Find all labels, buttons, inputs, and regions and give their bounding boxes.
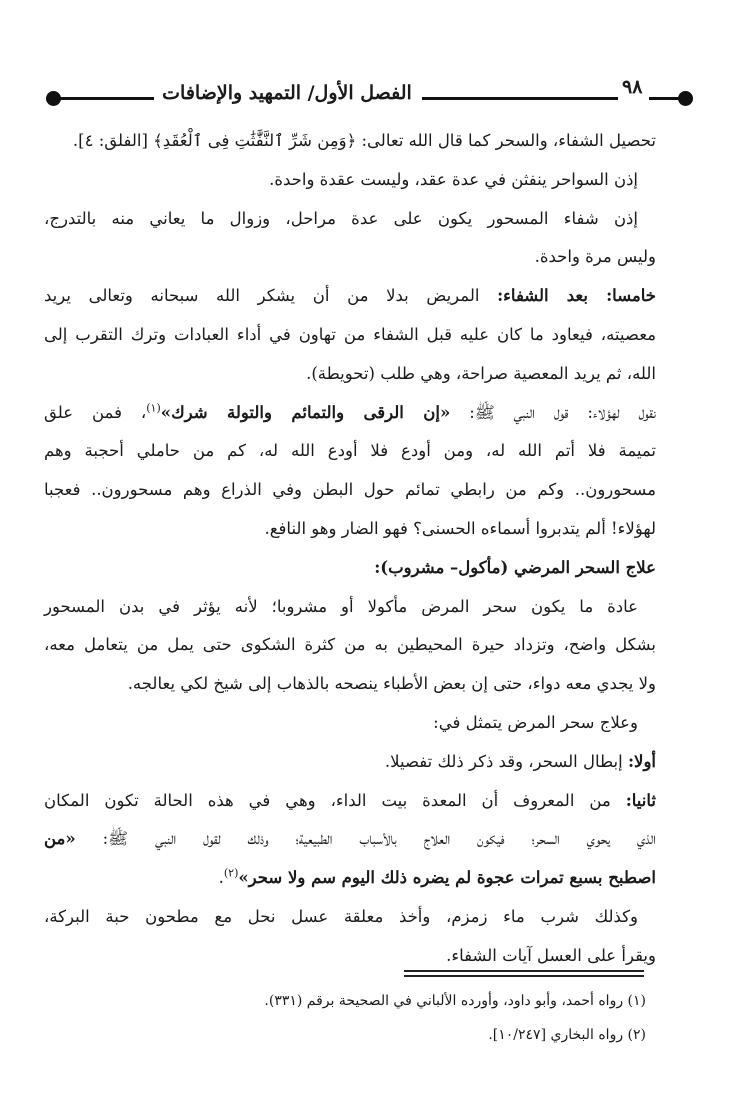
text-run: إبطال السحر، وقد ذكر ذلك تفصيلا.	[384, 751, 628, 771]
text-line: عادة ما يكون سحر المرض مأكولا أو مشروبا؛ لأنه يؤثر في بدن المسحور	[44, 596, 638, 616]
hadith-quote: اصطبح بسبع تمرات عجوة لم يضره ذلك اليوم سم ولا سحر»	[238, 868, 656, 888]
text-run: الذي يحوي السحر؛ فيكون العلاج بالأسباب الطبيعية؛ وذلك لقول النبي ﷺ:	[75, 829, 656, 849]
footnote-ref: (٢)	[223, 866, 239, 880]
list-label: أولا:	[627, 751, 656, 771]
page-header	[44, 78, 656, 114]
header-rule-right	[649, 97, 679, 100]
text-run: نقول لهؤلاء: قول النبي ﷺ:	[450, 402, 656, 422]
text-run: .	[218, 868, 224, 888]
quran-verse: ﴿وَمِن شَرِّ ٱلنَّفَّٰثَٰتِ فِى ٱلْعُقَدِ﴾	[153, 131, 357, 150]
text-line: معصيته، فيعاود ما كان عليه قبل الشفاء من تهاون في أداء العبادات وترك التقرب إلى	[44, 324, 656, 344]
text-line: إذن السواحر ينفثن في عدة عقد، وليست عقدة واحدة.	[269, 169, 638, 189]
chapter-title: الفصل الأول/ التمهيد والإضافات	[162, 82, 412, 104]
main-text	[44, 122, 656, 976]
text-line: ويقرأ على العسل آيات الشفاء.	[446, 945, 656, 965]
text-line	[44, 820, 656, 859]
page-number: ٩٨	[622, 76, 643, 98]
header-rule-left	[60, 97, 154, 100]
header-rule-middle	[422, 97, 618, 100]
text-line: وليس مرة واحدة.	[534, 247, 656, 267]
text-line	[44, 859, 656, 898]
verse-citation: [الفلق: ٤].	[72, 131, 154, 150]
hadith-quote: «إن الرقى والتمائم والتولة شرك»	[160, 402, 451, 422]
header-ornament-dot-right	[678, 91, 693, 106]
text-run: ، فمن علق	[44, 402, 147, 422]
text-line	[44, 782, 656, 821]
text-line: الله، ثم يريد المعصية صراحة، وهي طلب (تحويطة).	[306, 363, 656, 383]
footnote: (١) رواه أحمد، وأبو داود، وأورده الألباني في الصحيحة برقم (٣٣١).	[264, 993, 646, 1009]
text-line: بشكل واضح، وتزداد حيرة المحيطين به من كثرة الشكوى حتى يمل من يتعامل معه،	[44, 635, 656, 655]
text-line: وعلاج سحر المرض يتمثل في:	[433, 712, 638, 732]
text-line	[44, 277, 656, 316]
text-line	[44, 394, 656, 433]
footnote: (٢) رواه البخاري [١٠/٢٤٧].	[488, 1027, 646, 1043]
text-run: المريض بدلا من أن يشكر الله سبحانه وتعالى يريد	[44, 286, 498, 306]
text-line: ولا يجدي معه دواء، حتى إن بعض الأطباء ينصحه بالذهاب إلى شيخ لكي يعالجه.	[127, 674, 656, 694]
text-line: إذن شفاء المسحور يكون على عدة مراحل، وزوال ما يعاني منه بالتدرج،	[44, 208, 638, 228]
section-label: خامسا: بعد الشفاء:	[497, 286, 656, 306]
text-run: من المعروف أن المعدة بيت الداء، وهي في هذه الحالة تكون المكان	[44, 790, 626, 810]
footnote-ref: (١)	[146, 401, 161, 415]
header-ornament-dot-left	[46, 91, 61, 106]
footnote-separator	[404, 975, 644, 977]
text-line: لهؤلاء! ألم يتدبروا أسماءه الحسنى؟ فهو الضار وهو النافع.	[264, 518, 656, 538]
text-line	[44, 743, 656, 782]
footnotes	[44, 984, 646, 1052]
text-line	[44, 122, 656, 161]
text-line: تميمة فلا أتم الله له، ومن أودع فلا أودع الله له، كم من حاملي أحجبة وهم	[44, 441, 656, 461]
text-line: وكذلك شرب ماء زمزم، وأخذ معلقة عسل نحل مع مطحون حبة البركة،	[44, 906, 638, 926]
list-label: ثانيا:	[625, 790, 656, 810]
text-line: مسحورون.. وكم من رابطي تمائم حول البطن وفي الذراع وهم مسحورون.. فعجبا	[44, 480, 656, 500]
footnote-separator	[404, 970, 644, 972]
hadith-quote: «من	[44, 829, 76, 849]
text-run: تحصيل الشفاء، والسحر كما قال الله تعالى:	[356, 131, 656, 150]
section-heading: علاج السحر المرضي (مأكول– مشروب):	[374, 557, 656, 577]
